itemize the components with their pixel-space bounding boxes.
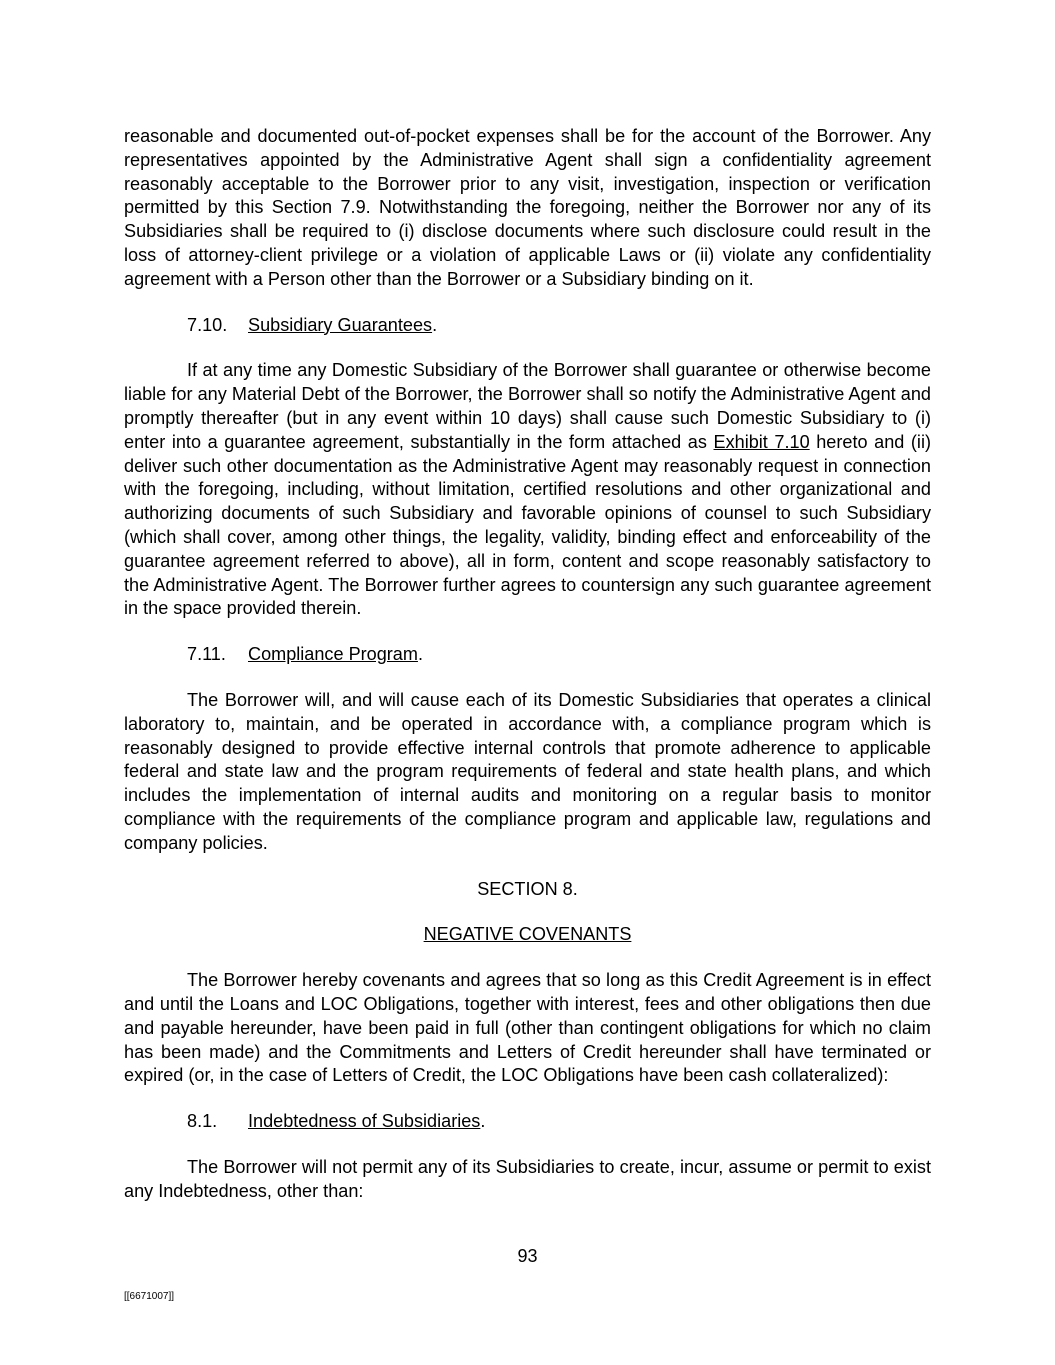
- paragraph-text: If at any time any Domestic Subsidiary of the Borrower shall guarantee or otherwise become liable for any Material Debt of the Borrower, the Borrower shall so notify the Administrative Agent and promptly thereafter (but in any event within 10 days) shall cause such Domestic Subsidiary to (i) enter into a guarantee agreement, substantially in the form attached as: [124, 360, 931, 452]
- section-title-suffix: .: [432, 314, 438, 335]
- section-title-suffix: .: [480, 1111, 486, 1132]
- section-heading-8-1: [124, 1110, 931, 1134]
- exhibit-reference: Exhibit 7.10: [713, 431, 810, 452]
- section-heading-7-10: [124, 314, 931, 338]
- section-title: Indebtedness of Subsidiaries: [248, 1111, 481, 1132]
- paragraph-7-11: The Borrower will, and will cause each of its Domestic Subsidiaries that operates a clinical laboratory to, maintain, and be operated in accordance with, a compliance program which is reasonably designed to provide effective internal controls that promote adherence to applicable federal and state law and the program requirements of federal and state health plans, and which includes the implementation of internal audits and monitoring on a regular basis to monitor compliance with the requirements of the compliance program and applicable law, regulations and company policies.: [124, 689, 931, 853]
- paragraph-text: hereto and (ii) deliver such other documentation as the Administrative Agent may reasonably request in connection with the foregoing, including, without limitation, certified resolutions and other organizational and authorizing documents of such Subsidiary and favorable opinions of counsel to such Subsidiary (which shall cover, among other things, the legality, validity, binding effect and enforceability of the guarantee agreement referred to above), all in form, content and scope reasonably satisfactory to the Administrative Agent. The Borrower further agrees to countersign any such guarantee agreement in the space provided therein.: [124, 431, 931, 619]
- paragraph-8-1: The Borrower will not permit any of its Subsidiaries to create, incur, assume or permit to exist any Indebtedness, other than:: [124, 1156, 931, 1201]
- page-body: [124, 125, 931, 1203]
- section-number: 7.10.: [187, 314, 228, 335]
- section-heading-7-11: [124, 643, 931, 667]
- document-id: [[6671007]]: [124, 1291, 175, 1302]
- section-number: 8.1.: [187, 1111, 218, 1132]
- section-title: Compliance Program: [248, 644, 418, 665]
- page-number: 93: [517, 1246, 538, 1266]
- paragraph-7-10: [124, 359, 931, 621]
- section-8-title: NEGATIVE COVENANTS: [423, 924, 632, 945]
- section-title: Subsidiary Guarantees: [248, 314, 433, 335]
- paragraph-continuation: reasonable and documented out-of-pocket expenses shall be for the account of the Borrower. Any representatives appointed by the Administrative Agent shall sign a confidentiality agreement reasonably acceptable to the Borrower prior to any visit, investigation, inspection or verification permitted by this Section 7.9. Notwithstanding the foregoing, neither the Borrower nor any of its Subsidiaries shall be required to (i) disclose documents where such disclosure could result in the loss of attorney-client privilege or a violation of applicable Laws or (ii) violate any confidentiality agreement with a Person other than the Borrower or a Subsidiary binding on it.: [124, 126, 931, 289]
- section-title-suffix: .: [417, 644, 423, 665]
- paragraph-section-8: The Borrower hereby covenants and agrees that so long as this Credit Agreement is in effect and until the Loans and LOC Obligations, together with interest, fees and other obligations then due and payable hereunder, have been paid in full (other than contingent obligations for which no claim has been made) and the Commitments and Letters of Credit hereunder shall have terminated or expired (or, in the case of Letters of Credit, the LOC Obligations have been cash collateralized):: [124, 970, 931, 1086]
- section-8-label: SECTION 8.: [477, 878, 578, 899]
- section-number: 7.11.: [187, 644, 226, 665]
